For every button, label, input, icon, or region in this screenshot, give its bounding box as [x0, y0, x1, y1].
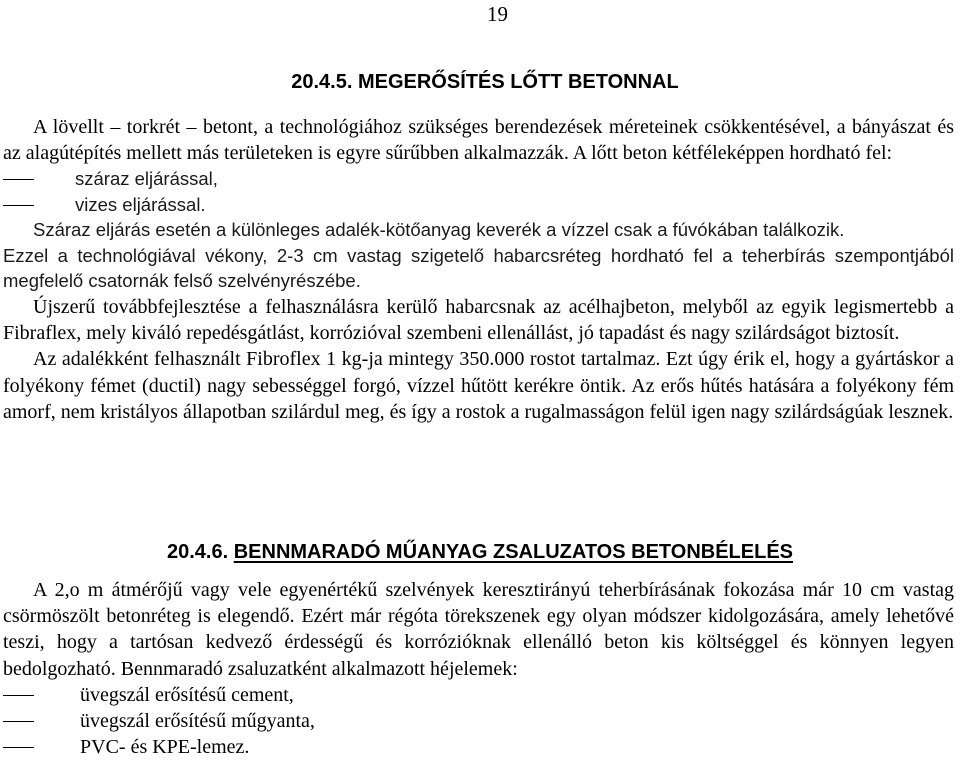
dash-bullet-icon [3, 192, 75, 218]
page-number: 19 [487, 2, 508, 26]
section-body-lott-beton [3, 114, 954, 425]
technology-paragraph: Ezzel a technológiával vékony, 2-3 cm vastag szigetelő habarcsréteg hordható fel a teherbírás szempontjából megfelelő csatornák felső szelvényrészébe. [3, 244, 954, 292]
formwork-paragraph: A 2,o m átmérőjű vagy vele egyenértékű szelvények keresztirányú teherbírásának fokozása már 10 cm vastag csörmöszölt betonréteg is elegendő. Ezért már régóta törekszenek egy olyan módszer kidolgozására, amely lehetővé teszi, hogy a tartósan kedvező érdességű és korrózióknak ellenálló beton kis költséggel és könnyen legyen bedolgozható. Bennmaradó zsaluzatként alkalmazott héjelemek: [3, 579, 954, 680]
dash-bullet-icon [3, 708, 80, 734]
formwork-item-label: üvegszál erősítésű cement, [80, 683, 294, 706]
dry-method-paragraph: Száraz eljárás esetén a különleges adalék-kötőanyag keverék a vízzel csak a fúvókában találkozik. [33, 219, 845, 241]
method-label: vizes eljárással. [75, 193, 206, 215]
intro-paragraph: A lövellt – torkrét – betont, a technológiához szükséges berendezések méreteinek csökkentésével, a bányászat és az alagútépítés mellett más területeken is egyre sűrűbben alkalmazzák. A lőtt beton kétféleképpen hordható fel: [3, 116, 954, 165]
formwork-list-item [3, 682, 954, 708]
dash-bullet-icon [3, 682, 80, 708]
section-body-muanyag-zsaluzat [3, 577, 954, 760]
dash-bullet-icon [3, 734, 80, 760]
formwork-item-label: PVC- és KPE-lemez. [80, 736, 250, 759]
method-list-item [3, 192, 954, 218]
dash-bullet-icon [3, 166, 75, 192]
method-list-item [3, 166, 954, 192]
formwork-list-item [3, 734, 954, 760]
section-heading-number: 20.4.6. [166, 541, 229, 563]
section-heading-text: BENNMARADÓ MŰANYAG ZSALUZATOS BETONBÉLELÉS [233, 541, 794, 563]
formwork-item-label: üvegszál erősítésű műgyanta, [80, 710, 315, 733]
method-label: száraz eljárással, [75, 168, 218, 190]
formwork-list-item [3, 708, 954, 734]
fibroflex-paragraph: Az adalékként felhasznált Fibroflex 1 kg-ja mintegy 350.000 rostot tartalmaz. Ezt úgy érik el, hogy a gyártáskor a folyékony fémet (ductil) nagy sebességgel forgó, vízzel hűtött kerékre öntik. Az erős hűtés hatására a folyékony fém amorf, nem kristályos állapotban szilárdul meg, és így a rostok a rugalmasságon felül igen nagy szilárdságúak lesznek. [3, 348, 954, 423]
section-heading-lott-beton: 20.4.5. MEGERŐSÍTÉS LŐTT BETONNAL [291, 71, 679, 93]
innovation-paragraph: Újszerű továbbfejlesztése a felhasználásra kerülő habarcsnak az acélhajbeton, melyből az egyik legismertebb a Fibraflex, mely kiváló repedésgátlást, korrózióval szembeni ellenállást, jó tapadást és nagy szilárdságot biztosít. [3, 295, 954, 345]
section-heading-muanyag-zsaluzat [0, 540, 960, 564]
